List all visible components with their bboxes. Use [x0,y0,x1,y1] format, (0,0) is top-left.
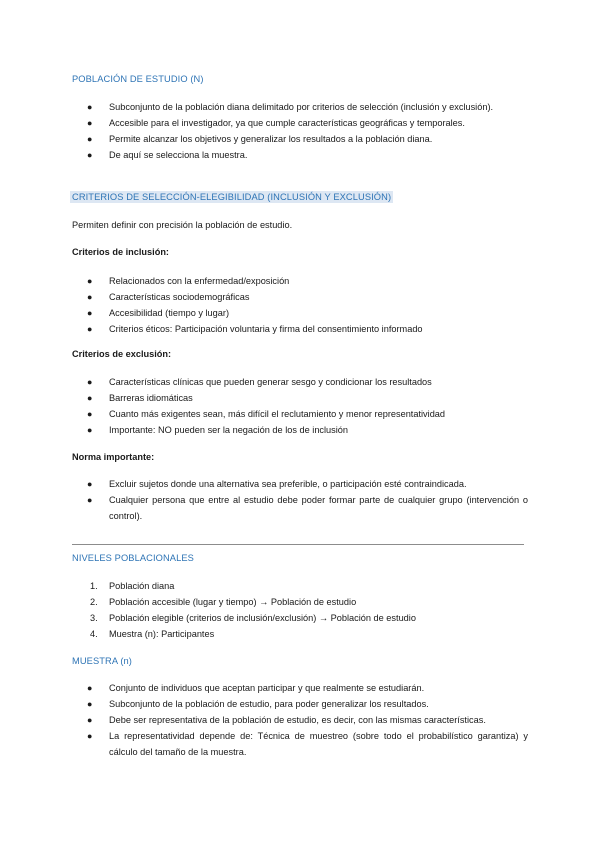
poblacion-list [72,99,528,163]
section-title-criterios: CRITERIOS DE SELECCIÓN-ELEGIBILIDAD (INCLUSIÓN Y EXCLUSIÓN) [72,192,392,202]
bullet-icon: ● [87,118,93,128]
list-item: ● La representatividad depende de: Técnica de muestreo (sobre todo el probabilístico garantiza) y cálculo del tamaño de la muestra. [72,728,528,760]
inclusion-heading: Criterios de inclusión: [72,247,169,257]
inclusion-list [72,273,528,337]
niveles-list [72,578,528,642]
bullet-icon: ● [87,276,93,286]
list-item: ● Conjunto de individuos que aceptan participar y que realmente se estudiarán. [72,680,528,696]
bullet-icon: ● [87,409,93,419]
list-item: ● Cuanto más exigentes sean, más difícil el reclutamiento y menor representatividad [72,406,528,422]
bullet-icon: ● [87,731,93,741]
list-item: ● Barreras idiomáticas [72,390,528,406]
bullet-icon: ● [87,292,93,302]
bullet-icon: ● [87,699,93,709]
list-item: 2. Población accesible (lugar y tiempo) → Población de estudio [90,597,357,607]
exclusion-heading: Criterios de exclusión: [72,349,172,359]
bullet-icon: ● [87,425,93,435]
bullet-icon: ● [87,324,93,334]
bullet-icon: ● [87,715,93,725]
bullet-icon: ● [87,495,93,505]
section-title-poblacion: POBLACIÓN DE ESTUDIO (N) [72,74,204,84]
bullet-icon: ● [87,134,93,144]
list-item: ● Cualquier persona que entre al estudio debe poder formar parte de cualquier grupo (intervención o control). [72,492,528,524]
list-item: ● Características sociodemográficas [72,289,528,305]
list-item: ● Excluir sujetos donde una alternativa sea preferible, o participación esté contraindicada. [72,476,528,492]
list-item: ● Accesibilidad (tiempo y lugar) [72,305,528,321]
norma-list [72,476,528,524]
list-item: ● Importante: NO pueden ser la negación de los de inclusión [72,422,528,438]
list-item: 3. Población elegible (criterios de inclusión/exclusión) → Población de estudio [90,613,416,623]
list-item: ● Características clínicas que pueden generar sesgo y condicionar los resultados [72,374,528,390]
list-item: ● Debe ser representativa de la población de estudio, es decir, con las mismas características. [72,712,528,728]
bullet-icon: ● [87,683,93,693]
list-item: ● De aquí se selecciona la muestra. [72,147,528,163]
norma-heading: Norma importante: [72,452,155,462]
list-item: 4. Muestra (n): Participantes [90,629,215,639]
section-divider [72,544,524,545]
list-item: ● Relacionados con la enfermedad/exposición [72,273,528,289]
muestra-list [72,680,528,760]
exclusion-list [72,374,528,438]
bullet-icon: ● [87,393,93,403]
list-item: ● Subconjunto de la población diana delimitado por criterios de selección (inclusión y exclusión). [72,99,528,115]
list-item: ● Criterios éticos: Participación voluntaria y firma del consentimiento informado [72,321,528,337]
list-item: 1. Población diana [90,581,175,591]
bullet-icon: ● [87,377,93,387]
bullet-icon: ● [87,479,93,489]
bullet-icon: ● [87,150,93,160]
list-item: ● Subconjunto de la población de estudio, para poder generalizar los resultados. [72,696,528,712]
section-title-muestra: MUESTRA (n) [72,656,132,666]
bullet-icon: ● [87,308,93,318]
bullet-icon: ● [87,102,93,112]
list-item: ● Permite alcanzar los objetivos y generalizar los resultados a la población diana. [72,131,528,147]
criterios-intro: Permiten definir con precisión la población de estudio. [72,220,293,230]
list-item: ● Accesible para el investigador, ya que cumple características geográficas y temporales. [72,115,528,131]
section-title-niveles: NIVELES POBLACIONALES [72,553,194,563]
